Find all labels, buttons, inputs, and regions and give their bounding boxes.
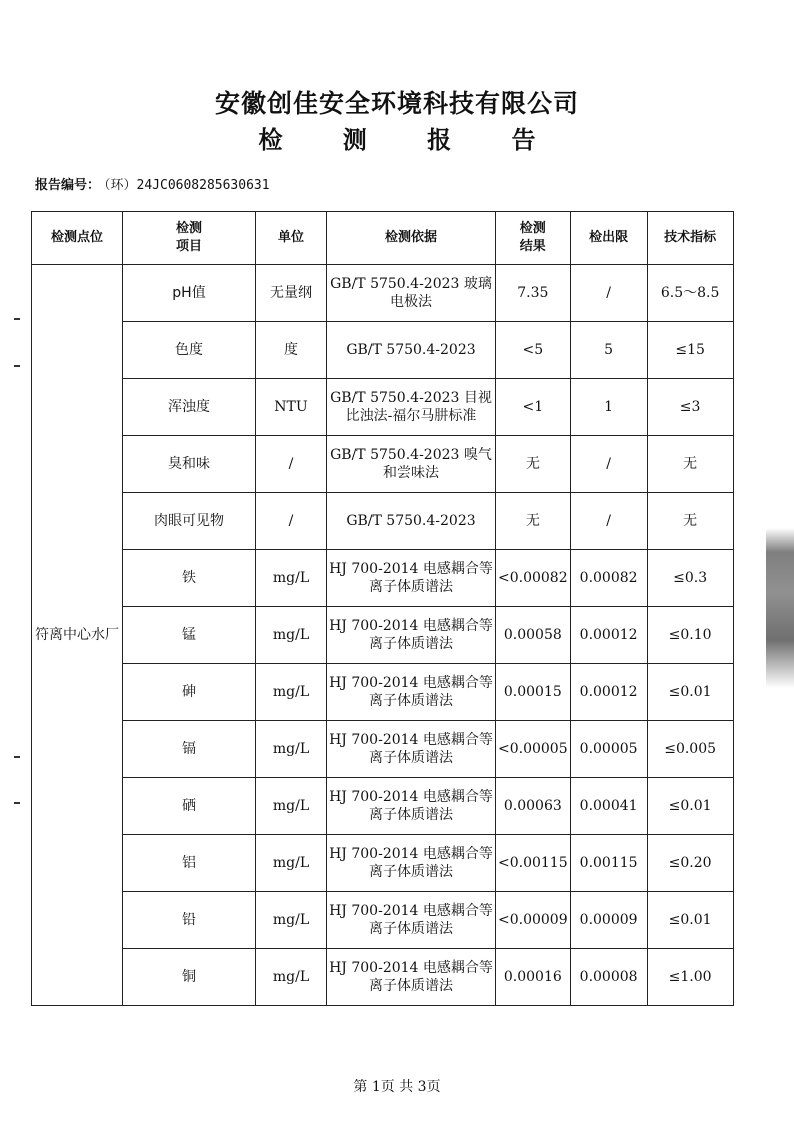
- standard-cell: ≤3: [647, 379, 733, 436]
- detection-limit-cell: 5: [570, 322, 647, 379]
- results-table: [31, 211, 734, 1006]
- unit-cell: 无量纲: [256, 265, 327, 322]
- item-cell: 砷: [123, 664, 256, 721]
- detection-limit-cell: 0.00012: [570, 607, 647, 664]
- item-cell: 臭和味: [123, 436, 256, 493]
- item-cell: 铝: [123, 835, 256, 892]
- unit-cell: 度: [256, 322, 327, 379]
- margin-mark: [14, 365, 20, 367]
- item-cell: 镉: [123, 721, 256, 778]
- detection-limit-cell: 0.00005: [570, 721, 647, 778]
- detection-limit-cell: /: [570, 493, 647, 550]
- unit-cell: mg/L: [256, 607, 327, 664]
- unit-cell: mg/L: [256, 835, 327, 892]
- standard-cell: ≤0.3: [647, 550, 733, 607]
- unit-cell: /: [256, 493, 327, 550]
- standard-cell: 无: [647, 493, 733, 550]
- item-cell: 锰: [123, 607, 256, 664]
- method-cell: HJ 700-2014 电感耦合等离子体质谱法: [327, 835, 496, 892]
- standard-cell: ≤0.20: [647, 835, 733, 892]
- standard-cell: 6.5～8.5: [647, 265, 733, 322]
- result-cell: 7.35: [496, 265, 571, 322]
- standard-cell: ≤1.00: [647, 949, 733, 1006]
- table-row: [32, 721, 734, 778]
- method-cell: HJ 700-2014 电感耦合等离子体质谱法: [327, 721, 496, 778]
- page-number: 第 1页 共 3页: [353, 1079, 441, 1095]
- unit-cell: mg/L: [256, 949, 327, 1006]
- unit-cell: /: [256, 436, 327, 493]
- table-body: [32, 265, 734, 1006]
- col-header-point: 检测点位: [32, 212, 123, 265]
- unit-cell: mg/L: [256, 778, 327, 835]
- standard-cell: ≤0.005: [647, 721, 733, 778]
- detection-limit-cell: 0.00041: [570, 778, 647, 835]
- table-row: [32, 949, 734, 1006]
- result-cell: 0.00058: [496, 607, 571, 664]
- detection-limit-cell: 0.00082: [570, 550, 647, 607]
- table-header-row: [32, 212, 734, 265]
- result-cell: 无: [496, 436, 571, 493]
- report-number-value: （环）24JC0608285630631: [104, 178, 270, 193]
- method-cell: HJ 700-2014 电感耦合等离子体质谱法: [327, 664, 496, 721]
- detection-limit-cell: 0.00008: [570, 949, 647, 1006]
- method-cell: HJ 700-2014 电感耦合等离子体质谱法: [327, 607, 496, 664]
- result-cell: <0.00009: [496, 892, 571, 949]
- result-cell: 0.00016: [496, 949, 571, 1006]
- table-row: [32, 892, 734, 949]
- result-cell: <0.00115: [496, 835, 571, 892]
- method-cell: HJ 700-2014 电感耦合等离子体质谱法: [327, 949, 496, 1006]
- result-cell: <1: [496, 379, 571, 436]
- table-row: [32, 322, 734, 379]
- detection-limit-cell: /: [570, 436, 647, 493]
- standard-cell: ≤0.10: [647, 607, 733, 664]
- result-cell: 无: [496, 493, 571, 550]
- item-cell: 硒: [123, 778, 256, 835]
- item-cell: 铁: [123, 550, 256, 607]
- col-header-method: 检测依据: [327, 212, 496, 265]
- item-cell: pH值: [123, 265, 256, 322]
- col-header-unit: 单位: [256, 212, 327, 265]
- method-cell: GB/T 5750.4-2023 目视比浊法-福尔马肼标准: [327, 379, 496, 436]
- table-row: [32, 379, 734, 436]
- col-header-result: 检测 结果: [496, 212, 571, 265]
- detection-limit-cell: 0.00115: [570, 835, 647, 892]
- item-cell: 铜: [123, 949, 256, 1006]
- method-cell: GB/T 5750.4-2023: [327, 322, 496, 379]
- seal-stamp-fragment: [766, 528, 794, 688]
- item-cell: 浑浊度: [123, 379, 256, 436]
- report-number-label: 报告编号：: [35, 178, 101, 193]
- table-row: [32, 493, 734, 550]
- item-cell: 肉眼可见物: [123, 493, 256, 550]
- margin-mark: [14, 802, 20, 804]
- standard-cell: ≤0.01: [647, 892, 733, 949]
- table-row: [32, 550, 734, 607]
- result-cell: 0.00063: [496, 778, 571, 835]
- method-cell: GB/T 5750.4-2023: [327, 493, 496, 550]
- col-header-limit: 检出限: [570, 212, 647, 265]
- unit-cell: mg/L: [256, 892, 327, 949]
- method-cell: HJ 700-2014 电感耦合等离子体质谱法: [327, 550, 496, 607]
- result-cell: 0.00015: [496, 664, 571, 721]
- method-cell: HJ 700-2014 电感耦合等离子体质谱法: [327, 892, 496, 949]
- detection-limit-cell: 1: [570, 379, 647, 436]
- result-cell: <0.00082: [496, 550, 571, 607]
- unit-cell: mg/L: [256, 550, 327, 607]
- col-header-item: 检测 项目: [123, 212, 256, 265]
- method-cell: GB/T 5750.4-2023 玻璃电极法: [327, 265, 496, 322]
- sampling-point-cell: 符离中心水厂: [32, 265, 123, 1006]
- company-name: 安徽创佳安全环境科技有限公司: [214, 89, 579, 118]
- detection-limit-cell: 0.00009: [570, 892, 647, 949]
- method-cell: GB/T 5750.4-2023 嗅气和尝味法: [327, 436, 496, 493]
- item-cell: 铅: [123, 892, 256, 949]
- table-row: [32, 778, 734, 835]
- standard-cell: 无: [647, 436, 733, 493]
- result-cell: <5: [496, 322, 571, 379]
- unit-cell: mg/L: [256, 721, 327, 778]
- report-number: [35, 174, 270, 193]
- unit-cell: mg/L: [256, 664, 327, 721]
- standard-cell: ≤0.01: [647, 664, 733, 721]
- detection-limit-cell: 0.00012: [570, 664, 647, 721]
- method-cell: HJ 700-2014 电感耦合等离子体质谱法: [327, 778, 496, 835]
- table-row: [32, 607, 734, 664]
- table-row: [32, 664, 734, 721]
- margin-mark: [14, 756, 20, 758]
- unit-cell: NTU: [256, 379, 327, 436]
- standard-cell: ≤0.01: [647, 778, 733, 835]
- col-header-standard: 技术指标: [647, 212, 733, 265]
- document-title: 检 测 报 告: [258, 126, 562, 154]
- margin-mark: [14, 318, 20, 320]
- item-cell: 色度: [123, 322, 256, 379]
- detection-limit-cell: /: [570, 265, 647, 322]
- table-row: [32, 265, 734, 322]
- table-row: [32, 835, 734, 892]
- standard-cell: ≤15: [647, 322, 733, 379]
- result-cell: <0.00005: [496, 721, 571, 778]
- table-row: [32, 436, 734, 493]
